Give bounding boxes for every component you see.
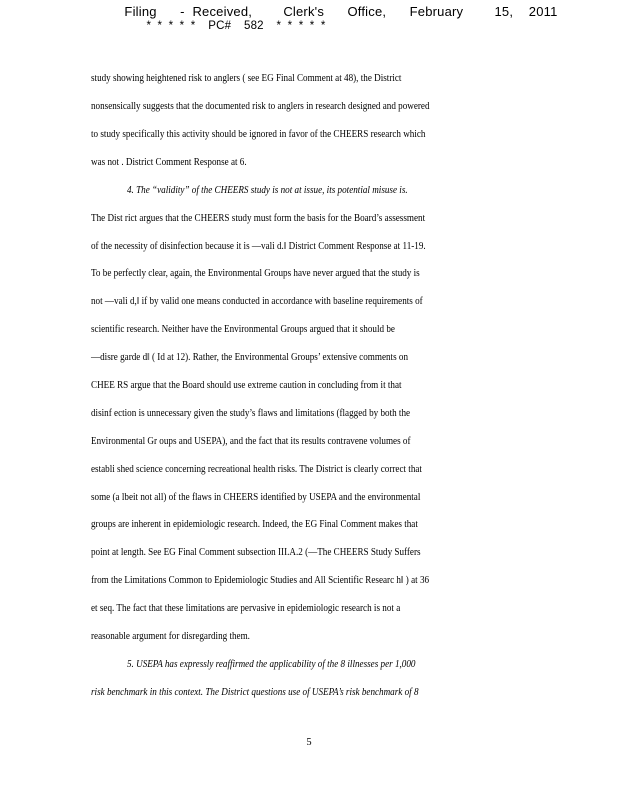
body-line: To be perfectly clear, again, the Environmental Groups have never argued that the study is xyxy=(91,268,420,279)
body-line: groups are inherent in epidemiologic research. Indeed, the EG Final Comment makes that xyxy=(91,519,418,530)
body-line: of the necessity of disinfection because it is —vali d.‖ District Comment Response at 11-19. xyxy=(91,241,426,252)
body-line: nonsensically suggests that the documented risk to anglers in research designed and powered xyxy=(91,101,430,112)
body-line: —disre garde d‖ ( Id at 12). Rather, the Environmental Groups’ extensive comments on xyxy=(91,352,409,363)
body-line: some (a lbeit not all) of the flaws in CHEERS identified by USEPA and the environmental xyxy=(91,492,421,503)
filing-header: Filing - Received, Clerk's Office, February 15, 2011 xyxy=(124,4,558,19)
body-line: CHEE RS argue that the Board should use extreme caution in concluding from it that xyxy=(91,380,402,391)
page-number: 5 xyxy=(306,737,312,748)
body-line: disinf ection is unnecessary given the study’s flaws and limitations (flagged by both the xyxy=(91,408,411,419)
body-line: was not . District Comment Response at 6. xyxy=(91,157,247,168)
body-line: point at length. See EG Final Comment subsection III.A.2 (—The CHEERS Study Suffers xyxy=(91,547,421,558)
body-line: study showing heightened risk to anglers ( see EG Final Comment at 48), the District xyxy=(91,73,402,84)
body-line: from the Limitations Common to Epidemiologic Studies and All Scientific Researc h‖ ) at 36 xyxy=(91,575,430,586)
body-line: not —vali d,‖ if by valid one means conducted in accordance with baseline requirements of xyxy=(91,296,423,307)
body-line: The Dist rict argues that the CHEERS study must form the basis for the Board’s assessment xyxy=(91,213,426,224)
section-heading-4: 4. The “validity” of the CHEERS study is not at issue, its potential misuse is. xyxy=(127,185,408,196)
body-line: scientific research. Neither have the Environmental Groups argued that it should be xyxy=(91,324,395,335)
body-line: Environmental Gr oups and USEPA), and the fact that its results contravene volumes of xyxy=(91,436,411,447)
body-line: to study specifically this activity should be ignored in favor of the CHEERS research which xyxy=(91,129,426,140)
body-line: establi shed science concerning recreational health risks. The District is clearly correct that xyxy=(91,464,422,475)
section-heading-5: 5. USEPA has expressly reaffirmed the applicability of the 8 illnesses per 1,000 xyxy=(127,659,416,670)
pc-number-header: * * * * * PC# 582 * * * * * xyxy=(146,20,326,32)
body-line: reasonable argument for disregarding them. xyxy=(91,631,250,642)
body-line: risk benchmark in this context. The District questions use of USEPA’s risk benchmark of 8 xyxy=(91,687,419,698)
body-line: et seq. The fact that these limitations are pervasive in epidemiologic research is not a xyxy=(91,603,401,614)
